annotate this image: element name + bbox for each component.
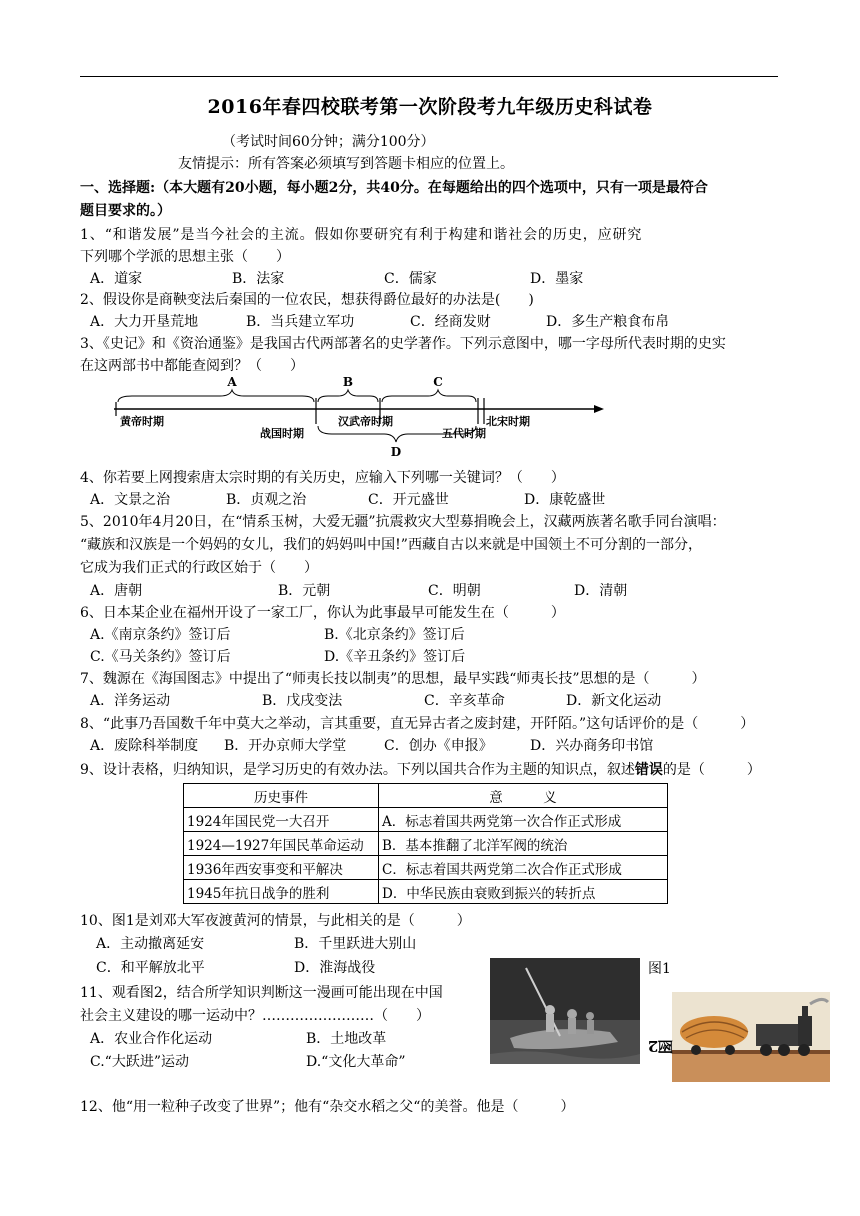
question-11-option-d: D.“文化大革命” xyxy=(306,1054,406,1070)
table-cell-event: 1936年西安事变和平解决 xyxy=(184,856,379,880)
timeline-period-wudai: 五代时期 xyxy=(442,427,486,440)
question-8-option-b: B．开办京师大学堂 xyxy=(224,738,347,754)
question-4-option-a: A．文景之治 xyxy=(90,492,171,508)
timeline-letter-a: A xyxy=(227,375,237,389)
question-1-option-a: A．道家 xyxy=(90,271,143,287)
section1-heading-line2: 题目要求的。） xyxy=(80,203,171,219)
question-3-line1: 3、《史记》和《资治通鉴》是我国古代两部著名的史学著作。下列示意图中，哪一字母所代表时期的史实 xyxy=(80,336,726,352)
timeline-period-zhanguo: 战国时期 xyxy=(260,427,304,440)
table-row xyxy=(184,808,668,832)
question-4-line1: 4、你若要上网搜索唐太宗时期的有关历史，应输入下列哪一关键词？（ ） xyxy=(80,470,565,486)
table-header-meaning: 意 义 xyxy=(379,784,668,808)
table-header-row xyxy=(184,784,668,808)
figure-1-photo xyxy=(490,958,640,1064)
question-5-line3: 它成为我们正式的行政区始于（ ） xyxy=(80,560,318,576)
question-8-option-d: D．兴办商务印书馆 xyxy=(530,738,654,754)
exam-title: 2016年春四校联考第一次阶段考九年级历史科试卷 xyxy=(207,96,653,118)
question-4-option-c: C．开元盛世 xyxy=(368,492,449,508)
timeline-diagram xyxy=(112,372,612,464)
timeline-period-beisong: 北宋时期 xyxy=(486,415,530,428)
question-9-text-emphasis: 错误 xyxy=(634,762,663,778)
question-7-line1: 7、魏源在《海国图志》中提出了“师夷长技以制夷”的思想，最早实践“师夷长技”思想的是（ ） xyxy=(80,671,706,687)
question-6-option-c: C.《马关条约》签订后 xyxy=(90,649,231,665)
question-8-option-a: A．废除科举制度 xyxy=(90,738,199,754)
cooperation-table xyxy=(183,783,668,904)
top-rule xyxy=(80,76,778,77)
section1-heading-line1: 一、选择题:（本大题有20小题，每小题2分，共40分。在每题给出的四个选项中，只有一项是最符合 xyxy=(80,180,708,196)
figure-2-cartoon xyxy=(672,992,830,1082)
question-2-option-a: A．大力开垦荒地 xyxy=(90,314,199,330)
timeline-period-huangdi: 黄帝时期 xyxy=(120,415,164,428)
question-2-line1: 2、假设你是商鞅变法后秦国的一位农民，想获得爵位最好的办法是( ) xyxy=(80,292,534,308)
table-cell-event: 1945年抗日战争的胜利 xyxy=(184,880,379,904)
question-10-option-c: C．和平解放北平 xyxy=(96,960,205,976)
question-10-option-b: B．千里跃进大别山 xyxy=(294,936,417,952)
table-cell-meaning: A．标志着国共两党第一次合作正式形成 xyxy=(379,808,668,832)
question-8-option-c: C．创办《申报》 xyxy=(384,738,493,754)
question-7-option-b: B．戊戌变法 xyxy=(262,693,343,709)
timeline-period-hanwudi: 汉武帝时期 xyxy=(338,415,393,428)
exam-hint: 友情提示：所有答案必须填写到答题卡相应的位置上。 xyxy=(178,156,514,172)
question-1-line1: 1、“和谐发展”是当今社会的主流。假如你要研究有利于构建和谐社会的历史，应研究 xyxy=(80,227,643,243)
question-9-line1 xyxy=(80,759,761,781)
question-7-option-d: D．新文化运动 xyxy=(566,693,662,709)
question-2-option-b: B．当兵建立军功 xyxy=(246,314,355,330)
timeline-letter-c: C xyxy=(433,375,443,389)
question-11-option-c: C.“大跃进”运动 xyxy=(90,1054,189,1070)
question-11-option-a: A．农业合作化运动 xyxy=(90,1031,213,1047)
question-5-line2: “藏族和汉族是一个妈妈的女儿，我们的妈妈叫中国!”西藏自古以来就是中国领土不可分割的一部分， xyxy=(80,537,702,553)
table-cell-meaning: C．标志着国共两党第二次合作正式形成 xyxy=(379,856,668,880)
question-6-option-b: B.《北京条约》签订后 xyxy=(324,627,465,643)
question-7-option-c: C．辛亥革命 xyxy=(424,693,505,709)
question-12-line1: 12、他“用一粒种子改变了世界”；他有“杂交水稻之父“的美誉。他是（ ） xyxy=(80,1099,575,1115)
table-cell-meaning: B．基本推翻了北洋军阀的统治 xyxy=(379,832,668,856)
table-row xyxy=(184,856,668,880)
figure-2-label: 图2 xyxy=(647,1037,674,1056)
question-9-text-pre: 9、设计表格，归纳知识，是学习历史的有效办法。下列以国共合作为主题的知识点，叙述 xyxy=(80,762,635,778)
question-1-option-c: C．儒家 xyxy=(384,271,437,287)
table-cell-meaning: D．中华民族由衰败到振兴的转折点 xyxy=(379,880,668,904)
timeline-letter-b: B xyxy=(342,375,354,389)
question-1-option-b: B．法家 xyxy=(232,271,285,287)
table-row xyxy=(184,880,668,904)
question-11-line1: 11、观看图2，结合所学知识判断这一漫画可能出现在中国 xyxy=(80,985,443,1001)
table-cell-event: 1924年国民党一大召开 xyxy=(184,808,379,832)
question-3-line2: 在这两部书中都能查阅到？（ ） xyxy=(80,358,304,374)
question-6-option-d: D.《辛丑条约》签订后 xyxy=(324,649,466,665)
question-8-line1: 8、“此事乃吾国数千年中莫大之举动，言其重要，直无异古者之废封建，开阡陌。”这句话评价的是（ ） xyxy=(80,716,755,732)
question-11-option-b: B．土地改革 xyxy=(306,1031,387,1047)
table-row xyxy=(184,832,668,856)
question-10-line1: 10、图1是刘邓大军夜渡黄河的情景，与此相关的是（ ） xyxy=(80,913,471,929)
question-6-line1: 6、日本某企业在福州开设了一家工厂，你认为此事最早可能发生在（ ） xyxy=(80,605,565,621)
question-1-line2: 下列哪个学派的思想主张（ ） xyxy=(80,249,290,265)
question-11-line2: 社会主义建设的哪一运动中？……………………（ ） xyxy=(80,1008,430,1024)
timeline-letter-d: D xyxy=(390,445,402,459)
question-9-text-post: 的是（ ） xyxy=(662,762,761,778)
question-1-option-d: D．墨家 xyxy=(530,271,584,287)
question-2-option-d: D．多生产粮食布帛 xyxy=(546,314,670,330)
question-10-option-a: A．主动撤离延安 xyxy=(96,936,205,952)
question-5-option-a: A．唐朝 xyxy=(90,583,143,599)
figure-1-label: 图1 xyxy=(648,961,671,977)
question-5-option-b: B．元朝 xyxy=(278,583,331,599)
question-10-option-d: D．淮海战役 xyxy=(294,960,376,976)
table-cell-event: 1924—1927年国民革命运动 xyxy=(184,832,379,856)
question-6-option-a: A.《南京条约》签订后 xyxy=(90,627,231,643)
question-5-option-c: C．明朝 xyxy=(428,583,481,599)
question-5-line1: 5、2010年4月20日，在“情系玉树，大爱无疆”抗震救灾大型募捐晚会上，汉藏两族著名歌手同台演唱： xyxy=(80,514,726,530)
table-header-event: 历史事件 xyxy=(184,784,379,808)
exam-subtitle: （考试时间60分钟；满分100分） xyxy=(222,134,435,150)
question-7-option-a: A．洋务运动 xyxy=(90,693,171,709)
question-2-option-c: C．经商发财 xyxy=(410,314,491,330)
question-4-option-d: D．康乾盛世 xyxy=(524,492,606,508)
question-5-option-d: D．清朝 xyxy=(574,583,628,599)
question-4-option-b: B．贞观之治 xyxy=(226,492,307,508)
